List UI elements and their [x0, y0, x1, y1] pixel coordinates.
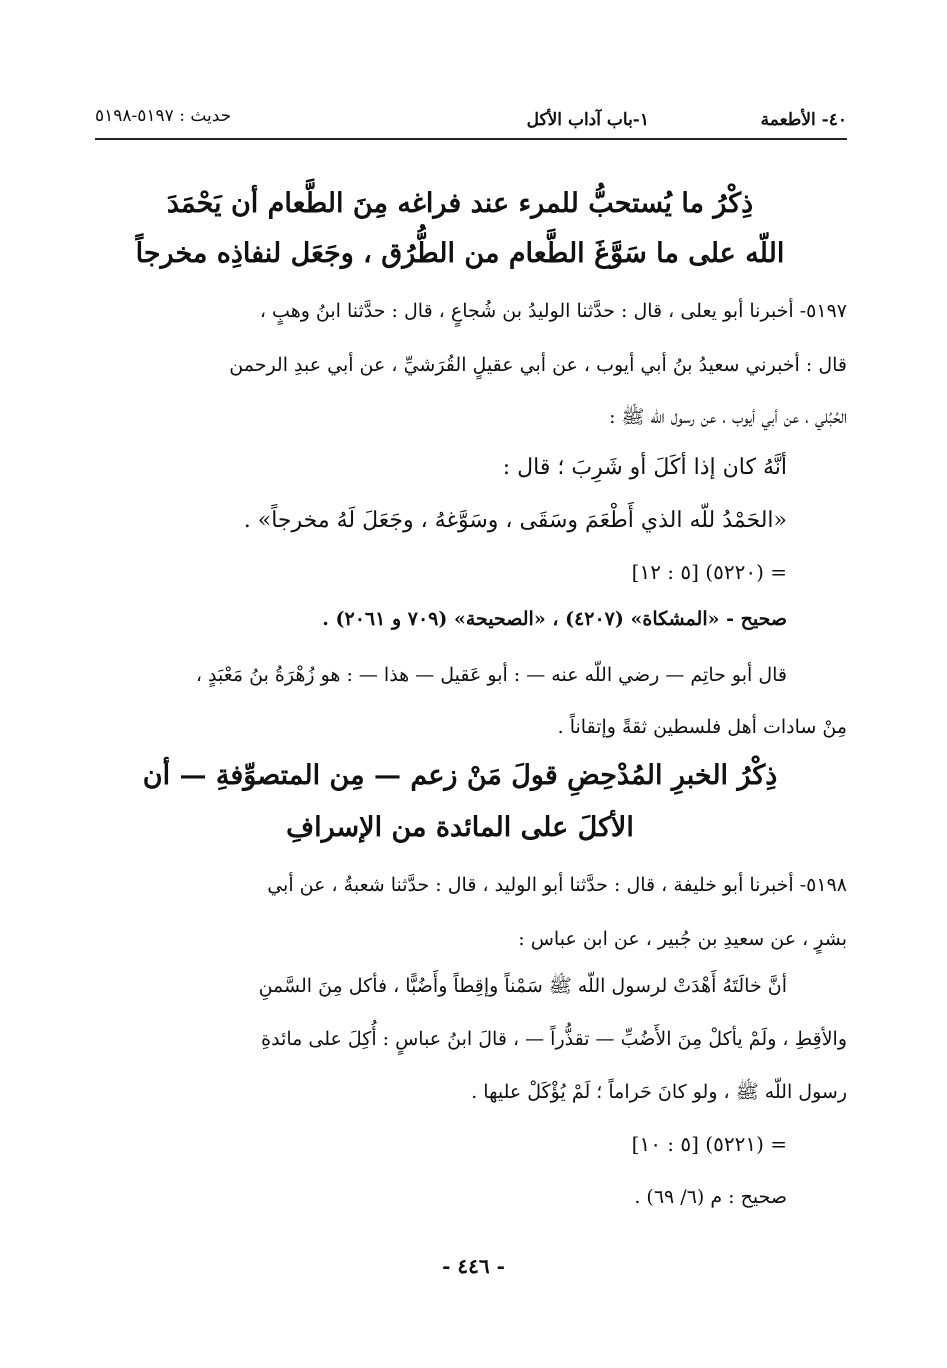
section2-heading-line1: ذِكْرُ الخبرِ المُدْحِضِ قولَ مَنْ زعم — مِن المتصوِّفةِ — أن	[142, 760, 778, 791]
hadith2-matn-line1: أنَّ خالَتَهُ أَهْدَتْ لرسول اللّه ﷺ سَمْناً وإقِطاً وأَضُبًّا ، فأكل مِنَ السَّمنِ	[258, 975, 787, 997]
hadith2-isnad-line1: ٥١٩٨- أخبرنا أبو خليفة ، قال : حدَّثنا أبو الوليد ، قال : حدَّثنا شعبةُ ، عن أبي	[267, 874, 847, 896]
hadith2-reference: = (٥٢٢١) [٥ : ١٠]	[631, 1132, 787, 1156]
section2-heading-line2: الأكلَ على المائدة من الإسرافِ	[286, 812, 634, 843]
hadith2-matn-line2: والأقِطِ ، ولَمْ يأكلْ مِنَ الأَضُبِّ — تقذُّراً — ، قالَ ابنُ عباسٍ : أُكِلَ على مائدةِ	[261, 1028, 847, 1050]
running-header	[95, 104, 847, 140]
hadith2-isnad-line2: بشرٍ ، عن سعيدِ بن جُبير ، عن ابن عباس :	[518, 928, 847, 950]
page-number: - ٤٤٦ -	[442, 1254, 505, 1278]
hadith1-grading: صحيح - «المشكاة» (٤٢٠٧) ، «الصحيحة» (٧٠٩ و ٢٠٦١) .	[322, 608, 787, 630]
hadith1-note-line2: مِنْ سادات أهل فلسطين ثقةً وإتقاناً .	[557, 716, 847, 738]
hadith1-isnad-line3: الحُبُلي ، عن أبي أيوب ، عن رسول اللّه ﷺ :	[609, 406, 847, 428]
hadith1-isnad-line1: ٥١٩٧- أخبرنا أبو يعلى ، قال : حدَّثنا الوليدُ بن شُجاعٍ ، قال : حدَّثنا ابنُ وهبٍ ،	[259, 300, 847, 322]
hadith1-isnad-line2: قال : أخبرني سعيدُ بنُ أبي أيوب ، عن أبي عقيلٍ القُرَشيِّ ، عن أبي عبدِ الرحمن	[229, 354, 847, 376]
hadith-range: حديث : ٥١٩٧-٥١٩٨	[95, 106, 232, 126]
hadith1-reference: = (٥٢٢٠) [٥ : ١٢]	[631, 560, 787, 584]
hadith2-grading: صحيح : م (٦/ ٦٩) .	[634, 1186, 787, 1208]
hadith1-matn-line1: أنَّهُ كان إذا أكَلَ أو شَرِبَ ؛ قال :	[502, 455, 787, 480]
section-title: ١-باب آداب الأكل	[526, 110, 649, 130]
hadith1-matn-line2: «الحَمْدُ للّه الذي أَطْعَمَ وسَقَى ، وسَوَّغهُ ، وجَعَلَ لَهُ مخرجاً» .	[243, 508, 787, 533]
hadith1-note-line1: قال أبو حاتِم — رضي اللّه عنه — : أبو عَقيل — هذا — : هو زُهْرَةُ بنُ مَعْبَدٍ ،	[195, 664, 787, 686]
hadith2-matn-line3: رسول اللّه ﷺ ، ولو كانَ حَراماً ؛ لَمْ يُؤْكَلْ عليها .	[471, 1081, 847, 1103]
section1-heading-line2: اللّه على ما سَوَّغَ الطَّعام من الطُّرُق ، وجَعَل لنفاذِه مخرجاً	[135, 238, 785, 269]
section1-heading-line1: ذِكْرُ ما يُستحبُّ للمرء عند فراغه مِنَ الطَّعام أن يَحْمَدَ	[166, 188, 754, 219]
chapter-title: ٤٠- الأطعمة	[760, 110, 847, 130]
